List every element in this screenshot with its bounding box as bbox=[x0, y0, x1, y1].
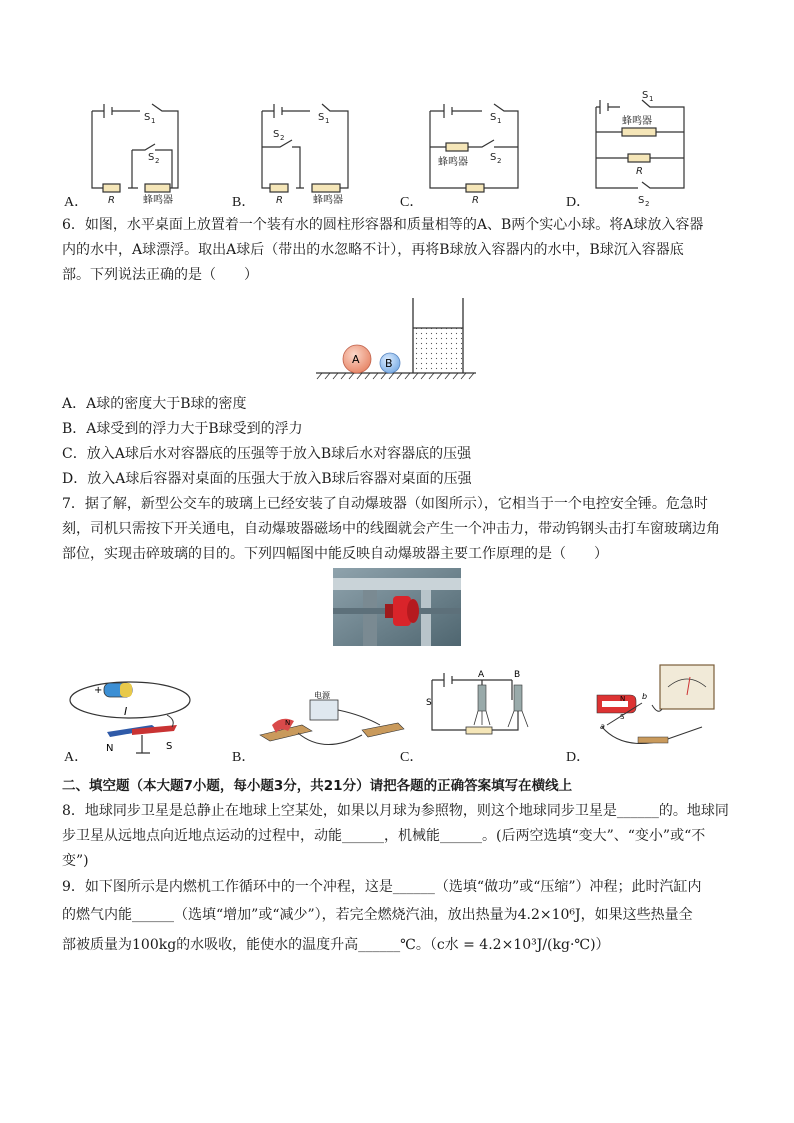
q9-line-1: 9．如下图所示是内燃机工作循环中的一个冲程，这是______（选填“做功”或“压缩”）冲程；此时汽缸内 bbox=[62, 879, 702, 895]
q7-option-d[interactable]: D． bbox=[566, 750, 591, 765]
q6-stem-line-1: 6．如图，水平桌面上放置着一个装有水的圆柱形容器和质量相等的A、B两个实心小球。将A球放入容器 bbox=[62, 217, 704, 233]
c-r-label: R bbox=[472, 195, 479, 206]
q7-stem-line-1: 7．据了解，新型公交车的玻璃上已经安装了自动爆玻器（如图所示），它相当于一个电控安全锤。危急时 bbox=[62, 496, 708, 512]
q6-option-c[interactable]: C．放入A球后水对容器底的压强等于放入B球后水对容器底的压强 bbox=[62, 446, 472, 462]
a-s2-sub: 2 bbox=[155, 157, 160, 165]
q5-circuit-diagrams bbox=[0, 90, 794, 210]
c-buzzer-label: 蜂鸣器 bbox=[438, 157, 468, 168]
q9-line-3: 部被质量为100kg的水吸收，能使水的温度升高______℃。（c水 = 4.2×10³J/(kg·℃)） bbox=[62, 937, 610, 953]
b-buzzer-label: 蜂鸣器 bbox=[313, 195, 343, 206]
a-buzzer-label: 蜂鸣器 bbox=[143, 195, 173, 206]
q6-option-b[interactable]: B．A球受到的浮力大于B球受到的浮力 bbox=[62, 421, 303, 437]
q8-line-2: 步卫星从远地点向近地点运动的过程中，动能______，机械能______。(后两空选填“变大”、“变小”或“不 bbox=[62, 828, 706, 844]
a-s2-label: S bbox=[148, 152, 155, 163]
c-s1-label: S bbox=[490, 112, 497, 123]
q7-option-c[interactable]: C． bbox=[400, 750, 424, 765]
b-s2-sub: 2 bbox=[280, 134, 285, 142]
figure-d bbox=[597, 665, 714, 744]
ball-a-label: A bbox=[352, 353, 360, 366]
svg-text:+: + bbox=[94, 685, 103, 696]
q7-option-a[interactable]: A． bbox=[64, 750, 89, 765]
ball-b-label: B bbox=[385, 357, 393, 370]
circuit-c bbox=[430, 104, 518, 192]
b-s2-label: S bbox=[273, 129, 280, 140]
c-s2-sub: 2 bbox=[497, 157, 502, 165]
q6-option-a[interactable]: A．A球的密度大于B球的密度 bbox=[62, 396, 247, 412]
a-r-label: R bbox=[108, 195, 115, 206]
q8-line-3: 变”) bbox=[62, 853, 89, 869]
a-s1-sub: 1 bbox=[151, 117, 156, 125]
q7-photo-glass-breaker bbox=[333, 568, 461, 646]
fig-d-b-label: b bbox=[642, 692, 648, 701]
q5-circuits bbox=[0, 90, 794, 210]
q5-option-a[interactable]: A． bbox=[64, 195, 89, 210]
d-s1-label: S bbox=[642, 90, 649, 101]
q6-stem-line-2: 内的水中，A球漂浮。取出A球后（带出的水忽略不计），再将B球放入容器内的水中，B球沉入容器底 bbox=[62, 242, 684, 258]
q6-option-d[interactable]: D．放入A球后容器对桌面的压强大于放入B球后容器对桌面的压强 bbox=[62, 471, 472, 487]
q8-line-1: 8．地球同步卫星是总静止在地球上空某处，如果以月球为参照物，则这个地球同步卫星是______的。地球同 bbox=[62, 803, 729, 819]
fig-b-north-label: N bbox=[285, 719, 291, 727]
fig-a-north-label: N bbox=[106, 743, 114, 754]
fig-d-north-label: N bbox=[620, 695, 626, 703]
fig-d-south-label: S bbox=[620, 713, 625, 721]
d-r-label: R bbox=[636, 166, 643, 177]
b-s1-sub: 1 bbox=[325, 117, 330, 125]
fig-c-switch-label: S bbox=[426, 698, 432, 708]
d-s2-sub: 2 bbox=[645, 200, 650, 208]
figure-b bbox=[260, 690, 404, 745]
c-s1-sub: 1 bbox=[497, 117, 502, 125]
fig-d-a-label: a bbox=[600, 722, 605, 731]
d-s1-sub: 1 bbox=[649, 95, 654, 103]
figure-a bbox=[70, 682, 190, 754]
c-s2-label: S bbox=[490, 152, 497, 163]
q7-option-b[interactable]: B． bbox=[232, 750, 256, 765]
figure-c bbox=[426, 670, 528, 734]
q5-option-b[interactable]: B． bbox=[232, 195, 256, 210]
b-s1-label: S bbox=[318, 112, 325, 123]
q5-option-c[interactable]: C． bbox=[400, 195, 424, 210]
fig-a-south-label: S bbox=[166, 741, 173, 752]
b-r-label: R bbox=[276, 195, 283, 206]
section2-title: 二、填空题（本大题7小题，每小题3分，共21分）请把各题的正确答案填写在横线上 bbox=[62, 778, 573, 794]
fig-c-coil-b-label: B bbox=[514, 670, 521, 680]
q7-stem-line-3: 部位，实现击碎玻璃的目的。下列四幅图中能反映自动爆玻器主要工作原理的是（ ） bbox=[62, 546, 608, 562]
fig-a-current-label: I bbox=[124, 705, 128, 718]
q9-line-2: 的燃气内能______（选填“增加”或“减少”），若完全燃烧汽油，放出热量为4.2×10⁶J，如果这些热量全 bbox=[62, 907, 693, 923]
q7-stem-line-2: 刻，司机只需按下开关通电，自动爆玻器磁场中的线圈就会产生一个冲击力，带动钨钢头击打车窗玻璃边角 bbox=[62, 521, 720, 537]
d-s2-label: S bbox=[638, 195, 645, 206]
a-s1-label: S bbox=[144, 112, 151, 123]
q5-option-d[interactable]: D． bbox=[566, 195, 591, 210]
q6-stem-line-3: 部。下列说法正确的是（ ） bbox=[62, 267, 258, 283]
d-buzzer-label: 蜂鸣器 bbox=[622, 116, 652, 127]
fig-b-power-label: 电源 bbox=[314, 691, 330, 700]
q6-figure bbox=[310, 292, 480, 384]
circuit-a bbox=[92, 104, 178, 192]
fig-c-coil-a-label: A bbox=[478, 670, 485, 680]
